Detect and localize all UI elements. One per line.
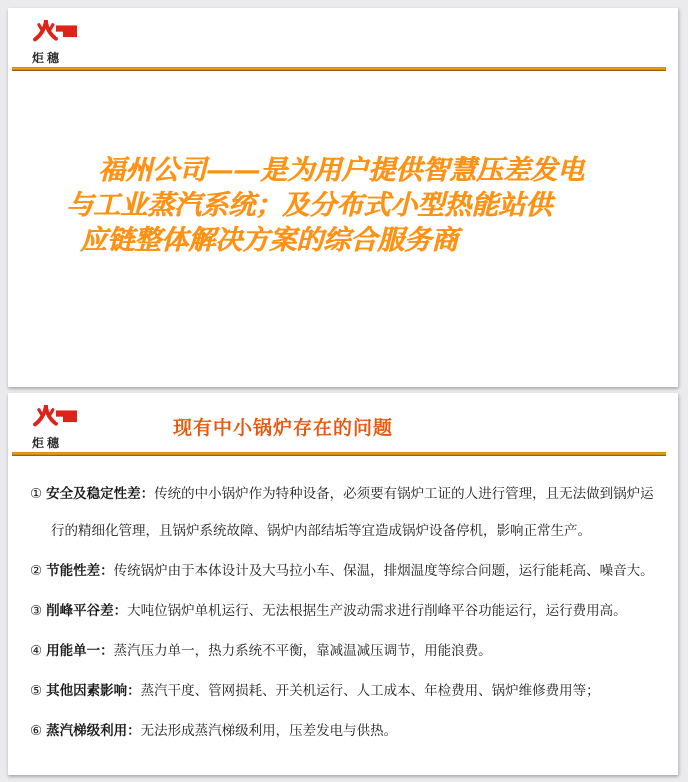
company-intro-headline (60, 153, 642, 258)
item-separator: ： (127, 683, 141, 699)
flame-flag-icon (32, 20, 80, 48)
item-separator: ： (113, 603, 128, 619)
item-number: ③ (30, 603, 43, 619)
headline-line-3: 应链整体解决方案的综合服务商 (80, 225, 458, 256)
item-separator: ： (140, 486, 155, 502)
problem-item-1 (30, 476, 664, 550)
slide2-header (8, 393, 678, 456)
item-label: 节能性差 (46, 563, 101, 579)
logo (32, 405, 92, 451)
logo-brand-text: 炬穗 (32, 51, 63, 65)
slide-boiler-problems (8, 393, 678, 775)
logo (32, 20, 92, 66)
item-text: 无法形成蒸汽梯级利用，压差发电与供热。 (140, 723, 398, 739)
item-text: 传统锅炉由于本体设计及大马拉小车、保温，排烟温度等综合问题，运行能耗高、噪音大。 (113, 563, 654, 579)
item-text: 大吨位锅炉单机运行、无法根据生产波动需求进行削峰平谷功能运行，运行费用高。 (127, 603, 627, 619)
item-label: 其他因素影响 (46, 683, 128, 699)
item-separator: ： (127, 723, 141, 739)
flame-flag-icon (32, 405, 80, 433)
item-number: ② (30, 563, 43, 579)
item-label: 用能单一 (46, 643, 101, 659)
item-separator: ： (100, 643, 114, 659)
item-label: 削峰平谷差 (46, 603, 114, 619)
slide-title: 现有中小锅炉存在的问题 (173, 417, 394, 439)
slide1-header (8, 8, 678, 71)
item-text: 蒸汽干度、管网损耗、开关机运行、人工成本、年检费用、锅炉维修费用等； (140, 683, 600, 699)
item-number: ① (30, 486, 43, 502)
problem-item-5 (30, 673, 664, 710)
problem-item-4 (30, 633, 664, 670)
headline-line-1: 福州公司——是为用户提供智慧压差发电 (98, 155, 584, 186)
item-number: ④ (30, 643, 43, 659)
problem-item-6 (30, 713, 664, 750)
item-label: 安全及稳定性差 (46, 486, 141, 502)
item-text: 传统的中小锅炉作为特种设备，必须要有锅炉工证的人进行管理，且无法做到锅炉运行的精细化管理，且锅炉系统故障、锅炉内部结垢等宜造成锅炉设备停机，影响正常生产。 (51, 486, 654, 539)
header-divider-line (12, 67, 666, 71)
item-number: ⑥ (30, 723, 43, 739)
item-label: 蒸汽梯级利用 (46, 723, 128, 739)
header-divider-line (12, 452, 666, 456)
item-number: ⑤ (30, 683, 43, 699)
headline-line-2: 与工业蒸汽系统；及分布式小型热能站供 (66, 190, 552, 221)
problem-list (30, 476, 664, 750)
slide-company-intro (8, 8, 678, 387)
item-separator: ： (100, 563, 114, 579)
logo-brand-text: 炬穗 (32, 436, 63, 450)
problem-item-2 (30, 553, 664, 590)
problem-item-3 (30, 593, 664, 630)
item-text: 蒸汽压力单一，热力系统不平衡，靠减温减压调节，用能浪费。 (113, 643, 492, 659)
